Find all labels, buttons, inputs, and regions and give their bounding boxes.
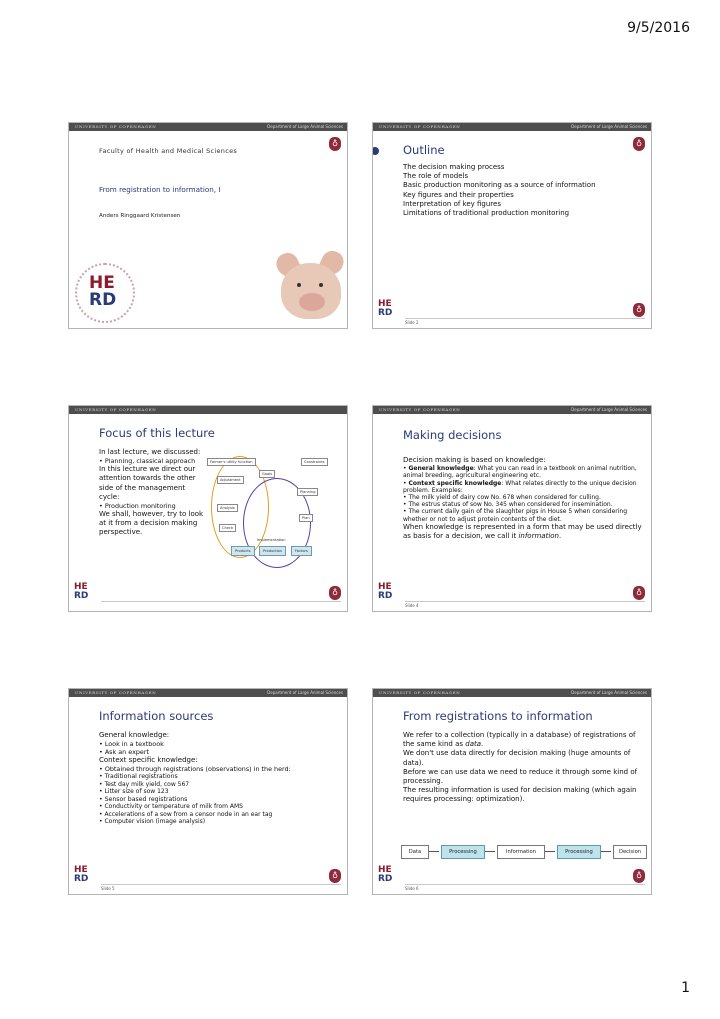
- university-name: UNIVERSITY OF COPENHAGEN: [75, 124, 157, 129]
- slide-header-bar: [373, 123, 651, 131]
- list-item: The role of models: [403, 172, 469, 181]
- flow-box: Decision: [613, 845, 647, 859]
- slide-title: Making decisions: [403, 428, 502, 442]
- university-seal-icon: ♁: [633, 586, 645, 600]
- herd-logo: HE RD: [378, 582, 393, 601]
- department-name: Department of Large Animal Sciences: [571, 690, 647, 695]
- slide-3: [68, 405, 348, 612]
- slide-header-bar: [69, 406, 347, 414]
- footer-line: [405, 884, 645, 885]
- slide-title: From registration to information, I: [99, 185, 221, 194]
- slide-header-bar: [373, 689, 651, 697]
- slide-title: Outline: [403, 143, 445, 157]
- university-seal-icon: ♁: [633, 869, 645, 883]
- herd-logo: HE RD: [378, 299, 393, 318]
- page-number: 1: [681, 980, 690, 996]
- footer-line: [101, 884, 341, 885]
- university-seal-icon: ♁: [329, 586, 341, 600]
- slide-5: [68, 688, 348, 895]
- slide-title: From registrations to information: [403, 709, 593, 723]
- flow-box: Processing: [441, 845, 485, 859]
- herd-logo: [75, 263, 135, 323]
- slide-header-bar: [69, 123, 347, 131]
- department-name: Department of Large Animal Sciences: [571, 407, 647, 412]
- flow-box: Information: [497, 845, 545, 859]
- list-item: Interpretation of key figures: [403, 199, 501, 208]
- slide-body: General knowledge: • Look in a textbook • Ask an expert Context specific knowledge: • Obtained through registrations (observations) in the herd: • Traditional registrations • Test day milk yield, cow 567 • Litter size of sow 123 • Sensor based registrations • Conductivity or temperature of milk from AMS • Accelerations of a sow from a censor node in an ear tag • Computer vision (image analysis): [99, 731, 339, 826]
- university-name: UNIVERSITY OF COPENHAGEN: [75, 690, 157, 695]
- pig-photo: [263, 243, 347, 328]
- slide-number: Slide 6: [405, 886, 419, 891]
- slide-6: [372, 688, 652, 895]
- herd-logo: HE RD: [378, 865, 393, 884]
- slide-number: Slide 5: [101, 886, 115, 891]
- page-date: 9/5/2016: [627, 20, 690, 36]
- footer-line: [101, 601, 341, 602]
- slide-number: Slide 2: [405, 320, 419, 325]
- university-seal-icon: ♁: [633, 303, 645, 317]
- faculty-name: Faculty of Health and Medical Sciences: [99, 147, 238, 155]
- university-seal-icon: ♁: [329, 869, 341, 883]
- slide-1: [68, 122, 348, 329]
- department-name: Department of Large Animal Sciences: [571, 124, 647, 129]
- data-to-decision-flow: [401, 845, 647, 859]
- slide-header-bar: [373, 406, 651, 414]
- logo-bottom: RD: [89, 290, 117, 310]
- university-name: UNIVERSITY OF COPENHAGEN: [75, 407, 157, 412]
- university-name: UNIVERSITY OF COPENHAGEN: [379, 407, 461, 412]
- list-item: Limitations of traditional production monitoring: [403, 209, 570, 218]
- university-name: UNIVERSITY OF COPENHAGEN: [379, 690, 461, 695]
- slide-4: [372, 405, 652, 612]
- decoration-dot: [372, 147, 379, 155]
- slide-body: In last lecture, we discussed: • Planning, classical approach In this lecture we direct our attention towards the other side of the management cycle: • Production monitoring We shall, however, try to look at it from a decision making perspective.: [99, 448, 205, 538]
- management-cycle-diagram: Farmer's utility function Constraints Goals Adjustment Planning Analysis Plan Check Implementation Products Production Factors: [207, 454, 337, 574]
- slide-title: Focus of this lecture: [99, 426, 215, 440]
- footer-line: [405, 601, 645, 602]
- list-item: Key figures and their properties: [403, 190, 514, 199]
- slide-2: [372, 122, 652, 329]
- flow-box: Data: [401, 845, 429, 859]
- logo-top: HE: [89, 273, 115, 293]
- department-name: Department of Large Animal Sciences: [267, 124, 343, 129]
- list-item: The decision making process: [403, 163, 505, 171]
- university-seal-icon: ♁: [329, 137, 341, 151]
- slide-body: Decision making is based on knowledge: • General knowledge: What you can read in a textbook on animal nutrition, animal breeding, agricultural engineering etc. • Context specific knowledge: What relates directly to the unique decision problem. Examples: • The milk yield of dairy cow No. 678 when considered for culling. • The estrus status of sow No. 345 when considered for insemination. • The current daily gain of the slaughter pigs in House 5 when considering whether or not to adjust protein contents of the diet. When knowledge is represented in a form that may be used directly as basis for a decision, we call it information.: [403, 456, 643, 541]
- university-name: UNIVERSITY OF COPENHAGEN: [379, 124, 461, 129]
- footer-line: [405, 318, 645, 319]
- department-name: Department of Large Animal Sciences: [267, 690, 343, 695]
- slide-title: Information sources: [99, 709, 214, 723]
- slide-body: We refer to a collection (typically in a database) of registrations of the same kind as data. We don't use data directly for decision making (huge amounts of data). Before we can use data we need to reduce it through some kind of processing. The resulting information is used for decision making (which again requires processing: optimization).: [403, 731, 638, 804]
- list-item: Basic production monitoring as a source of information: [403, 181, 596, 190]
- university-seal-icon: ♁: [633, 137, 645, 151]
- flow-box: Processing: [557, 845, 601, 859]
- slide-number: Slide 4: [405, 603, 419, 608]
- herd-logo: HE RD: [74, 865, 89, 884]
- slide-header-bar: [69, 689, 347, 697]
- author-name: Anders Ringgaard Kristensen: [99, 213, 181, 219]
- herd-logo: HE RD: [74, 582, 89, 601]
- outline-list: [403, 163, 643, 218]
